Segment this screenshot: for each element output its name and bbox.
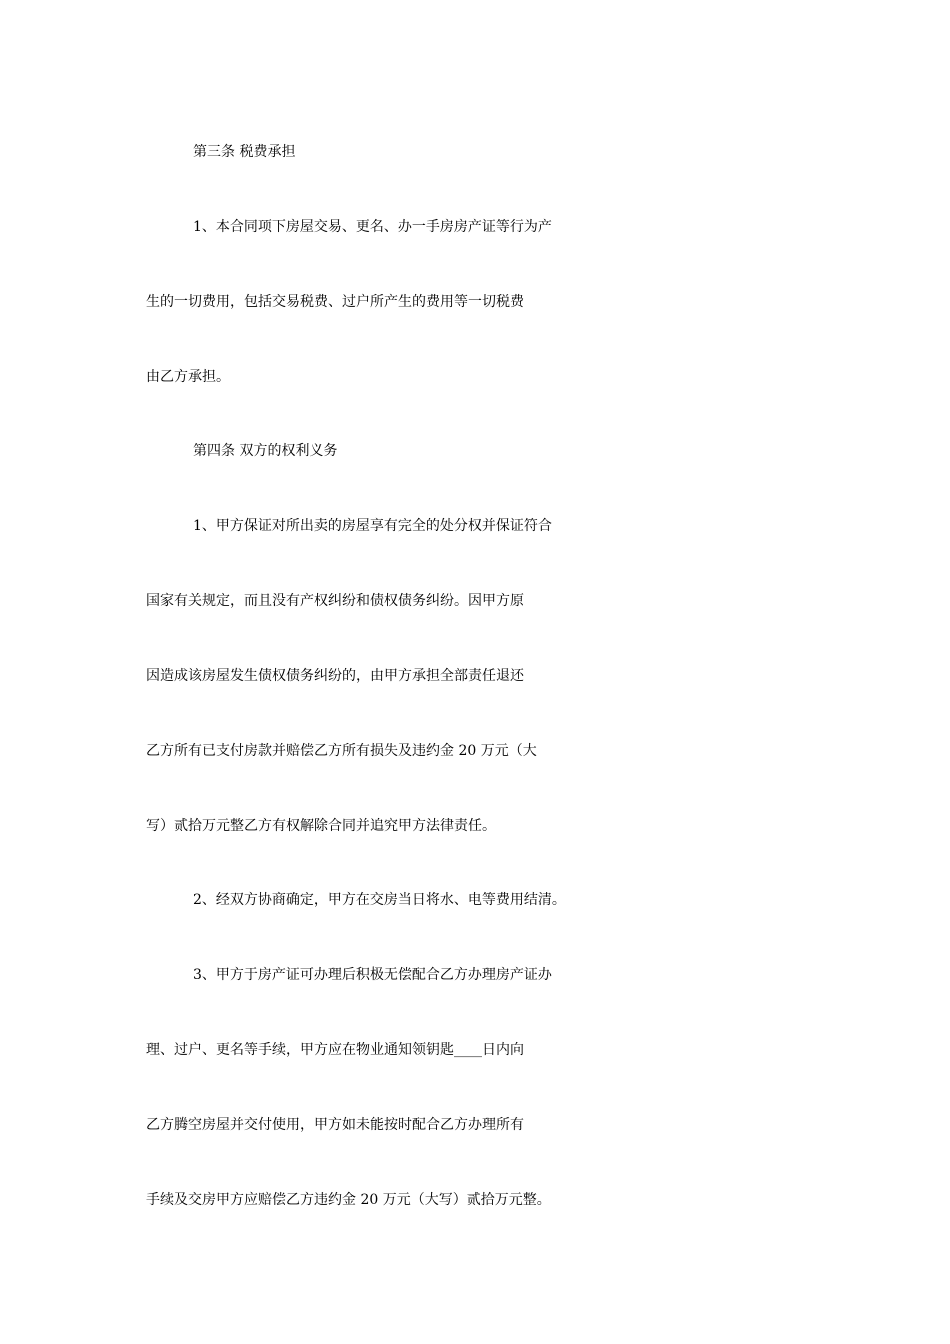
article-4-clause-3-line-1: 3、甲方于房产证可办理后积极无偿配合乙方办理房产证办 [193,967,552,983]
article-4-clause-3-line-2: 理、过户、更名等手续，甲方应在物业通知领钥匙____日内向 [146,1042,524,1058]
article-4-clause-3-line-3: 乙方腾空房屋并交付使用，甲方如未能按时配合乙方办理所有 [146,1117,524,1133]
article-3-clause-1-line-2: 生的一切费用，包括交易税费、过户所产生的费用等一切税费 [146,294,524,310]
article-4-clause-1-line-5: 写）贰拾万元整乙方有权解除合同并追究甲方法律责任。 [146,818,496,834]
article-3-clause-1-line-3: 由乙方承担。 [146,369,230,385]
article-4-clause-2-line-1: 2、经双方协商确定，甲方在交房当日将水、电等费用结清。 [193,892,566,908]
article-3-clause-1-line-1: 1、本合同项下房屋交易、更名、办一手房房产证等行为产 [193,219,552,235]
article-4-clause-1-line-3: 因造成该房屋发生债权债务纠纷的，由甲方承担全部责任退还 [146,668,524,684]
article-4-clause-1-line-1: 1、甲方保证对所出卖的房屋享有完全的处分权并保证符合 [193,518,552,534]
article-4-clause-1-line-4: 乙方所有已支付房款并赔偿乙方所有损失及违约金 20 万元（大 [146,743,537,759]
article-4-clause-3-line-4: 手续及交房甲方应赔偿乙方违约金 20 万元（大写）贰拾万元整。 [146,1192,551,1208]
article-3-heading: 第三条 税费承担 [193,144,296,160]
article-4-clause-1-line-2: 国家有关规定，而且没有产权纠纷和债权债务纠纷。因甲方原 [146,593,524,609]
article-4-heading: 第四条 双方的权利义务 [193,443,338,459]
